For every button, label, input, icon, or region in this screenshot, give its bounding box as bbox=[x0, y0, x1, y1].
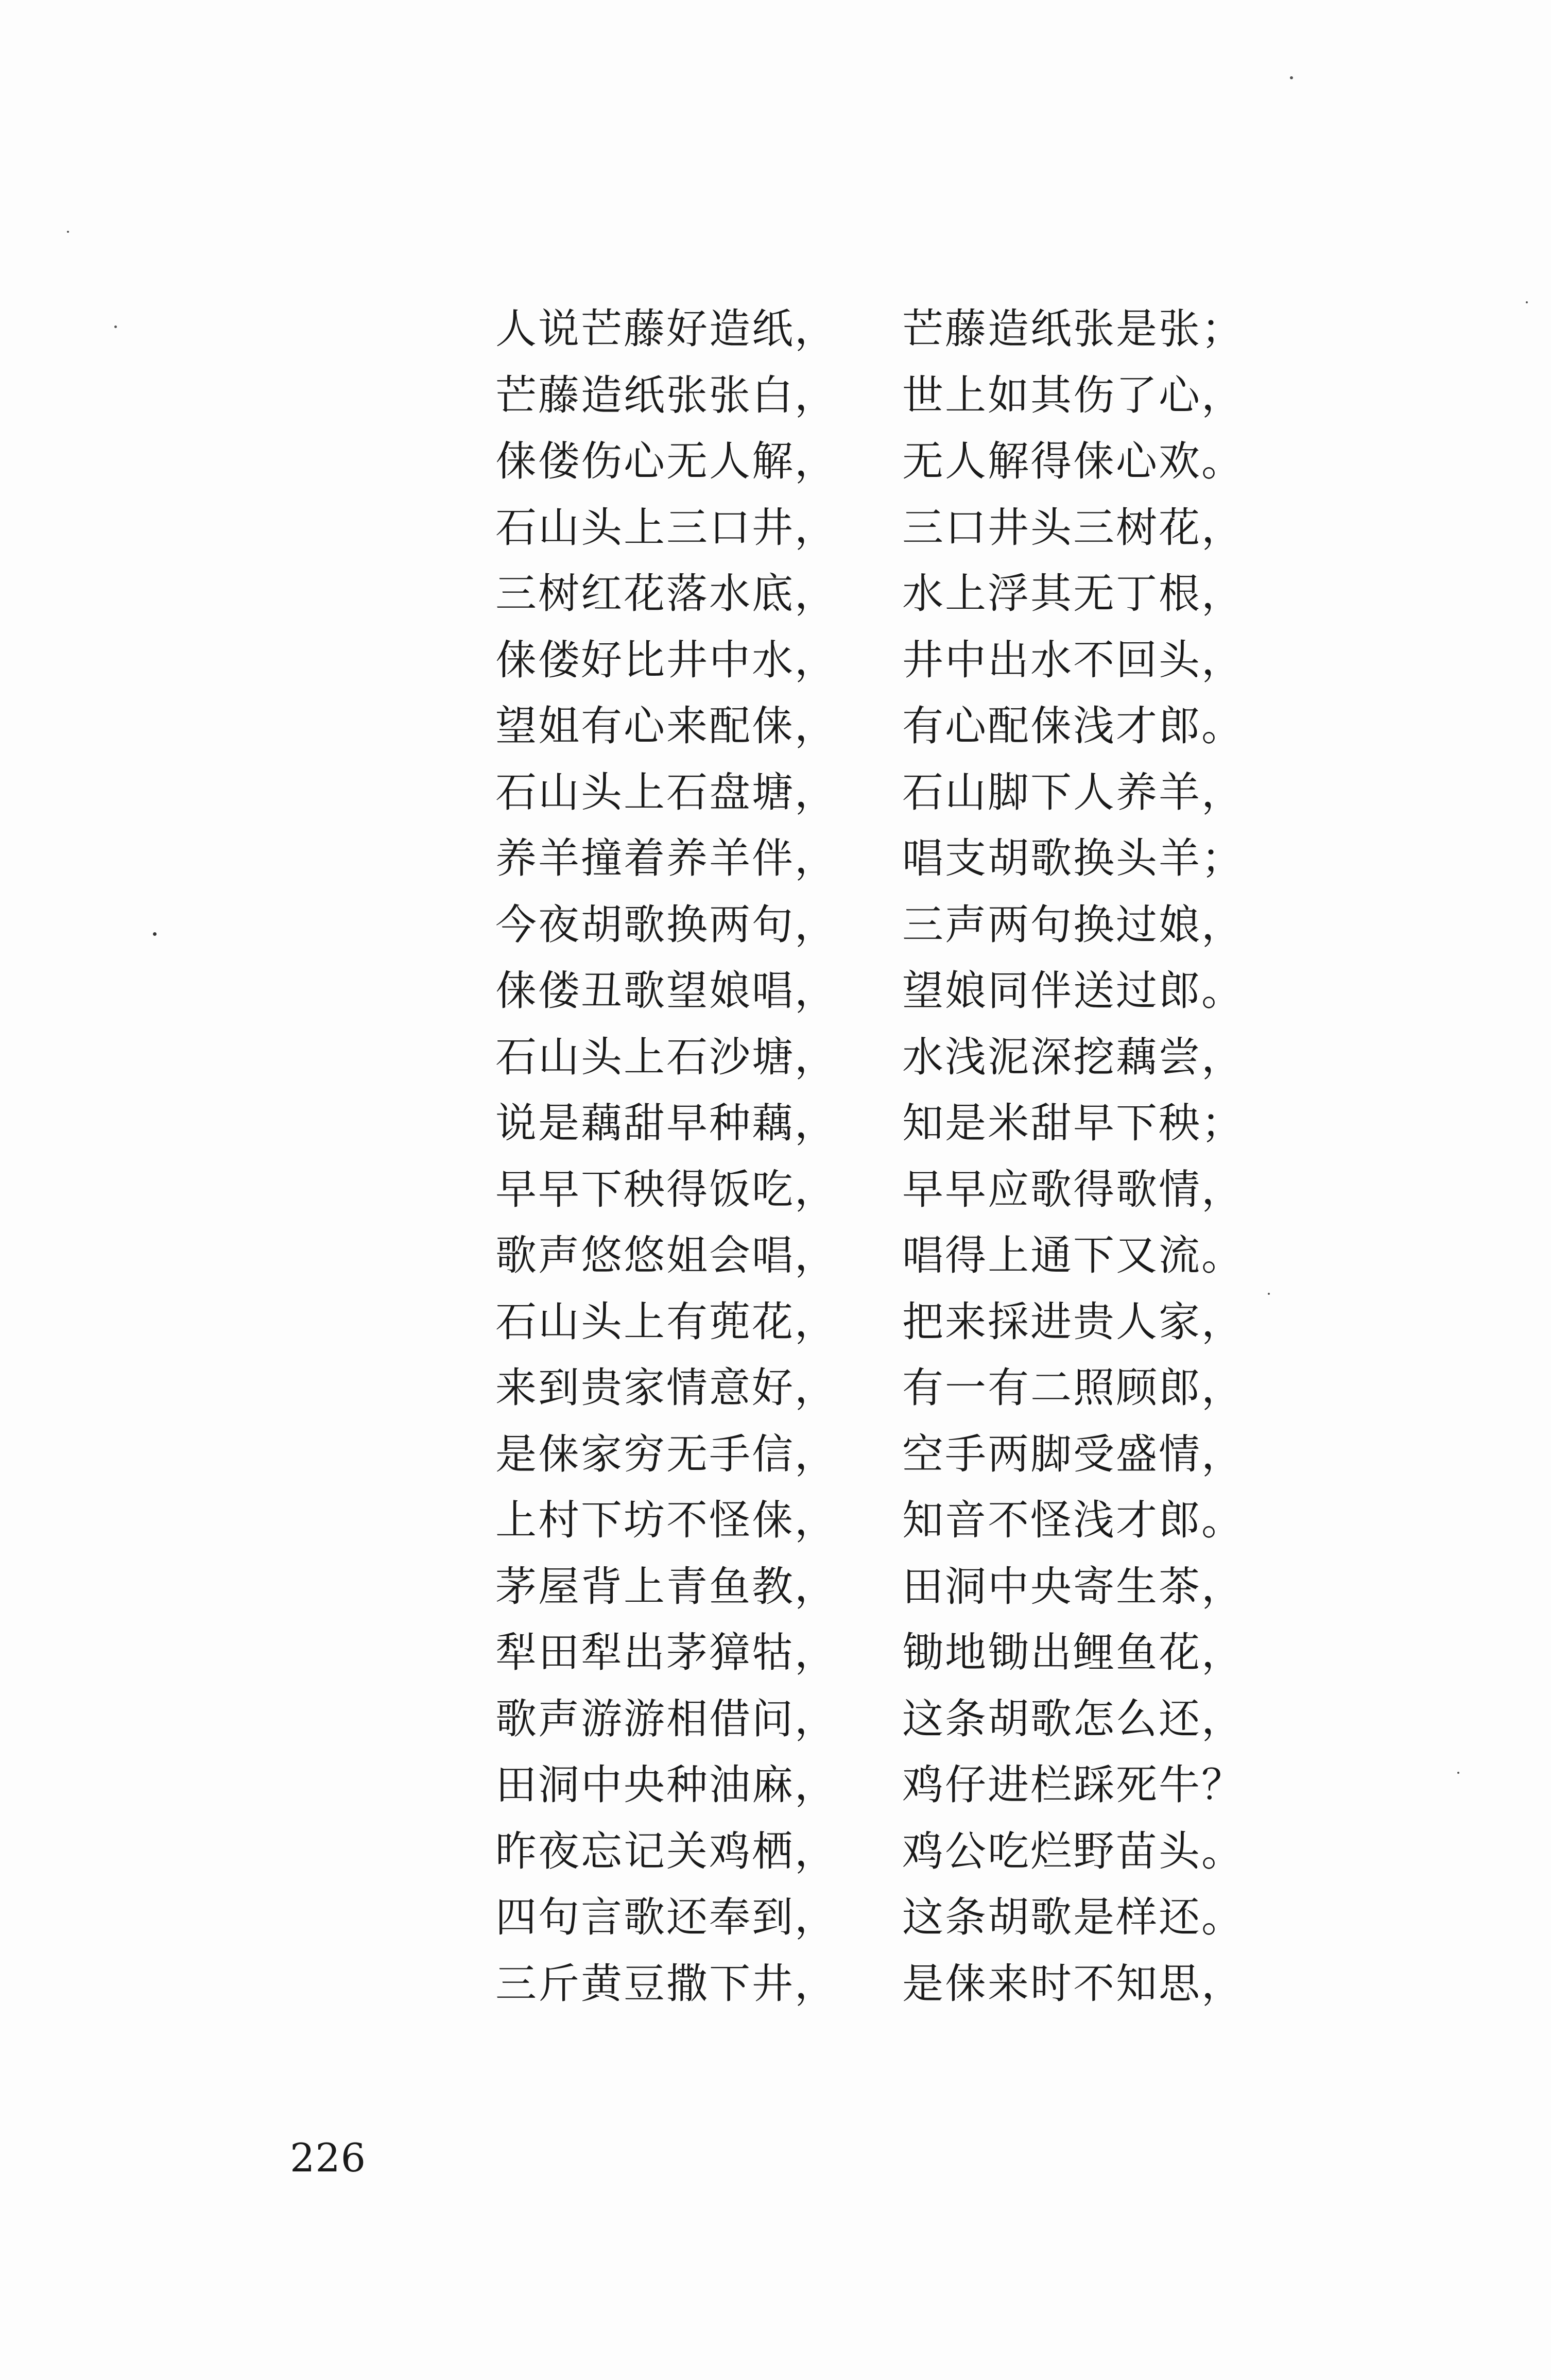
line-second-half: 有心配俫浅才郎。 bbox=[902, 702, 1244, 750]
line-first-half: 俫偻伤心无人解， bbox=[495, 437, 837, 485]
poem-line bbox=[495, 627, 1242, 694]
line-first-half: 来到贵家情意好， bbox=[495, 1364, 837, 1412]
scan-speck bbox=[1268, 1293, 1270, 1295]
line-second-half: 水上浮其无丁根， bbox=[902, 570, 1244, 618]
poem-line bbox=[495, 1752, 1242, 1819]
line-second-half: 无人解得俫心欢。 bbox=[902, 437, 1244, 485]
poem-line bbox=[495, 296, 1242, 363]
page-number: 226 bbox=[290, 2135, 367, 2181]
poem-line bbox=[495, 958, 1242, 1024]
scan-speck bbox=[114, 326, 117, 328]
line-first-half: 三树红花落水底， bbox=[495, 570, 837, 618]
line-first-half: 人说芒藤好造纸， bbox=[495, 305, 837, 353]
poem-line bbox=[495, 1157, 1242, 1223]
line-second-half: 田洞中央寄生茶， bbox=[902, 1562, 1244, 1611]
poem-line bbox=[495, 561, 1242, 627]
line-first-half: 养羊撞着养羊伴， bbox=[495, 834, 837, 882]
line-second-half: 三口井头三树花， bbox=[902, 503, 1244, 552]
poem-line bbox=[495, 1487, 1242, 1554]
poem-line bbox=[495, 1885, 1242, 1951]
poem-line bbox=[495, 1951, 1242, 2017]
line-second-half: 早早应歌得歌情， bbox=[902, 1165, 1244, 1213]
line-first-half: 芒藤造纸张张白， bbox=[495, 371, 837, 419]
scan-speck bbox=[1290, 76, 1293, 79]
line-first-half: 早早下秧得饭吃， bbox=[495, 1165, 837, 1213]
line-first-half: 石山头上有蔸花， bbox=[495, 1297, 837, 1346]
poem-text bbox=[495, 296, 1242, 2017]
poem-line bbox=[495, 693, 1242, 760]
line-first-half: 犁田犁出茅獐牯， bbox=[495, 1629, 837, 1676]
poem-line bbox=[495, 1686, 1242, 1753]
line-second-half: 空手两脚受盛情， bbox=[902, 1430, 1244, 1478]
poem-line bbox=[495, 1289, 1242, 1356]
poem-line bbox=[495, 495, 1242, 561]
poem-line bbox=[495, 1422, 1242, 1488]
line-second-half: 唱支胡歌换头羊； bbox=[902, 834, 1244, 882]
line-first-half: 四句言歌还奉到， bbox=[495, 1893, 837, 1941]
scan-speck bbox=[1526, 301, 1528, 303]
line-first-half: 歌声游游相借问， bbox=[495, 1694, 837, 1743]
poem-line bbox=[495, 892, 1242, 958]
line-second-half: 是俫来时不知思， bbox=[902, 1959, 1244, 2008]
line-first-half: 茅屋背上青鱼教， bbox=[495, 1562, 837, 1611]
line-first-half: 歌声悠悠姐会唱， bbox=[495, 1231, 837, 1279]
line-first-half: 昨夜忘记关鸡栖， bbox=[495, 1827, 837, 1875]
poem-line bbox=[495, 1620, 1242, 1686]
poem-line bbox=[495, 826, 1242, 892]
line-second-half: 芒藤造纸张是张； bbox=[902, 305, 1244, 353]
line-first-half: 上村下坊不怪俫， bbox=[495, 1496, 837, 1544]
line-first-half: 说是藕甜早种藕， bbox=[495, 1099, 837, 1147]
line-first-half: 俫偻好比井中水， bbox=[495, 636, 837, 684]
line-first-half: 田洞中央种油麻， bbox=[495, 1761, 837, 1809]
line-second-half: 这条胡歌是样还。 bbox=[902, 1893, 1244, 1941]
poem-line bbox=[495, 1819, 1242, 1885]
poem-line bbox=[495, 1223, 1242, 1289]
line-second-half: 井中出水不回头， bbox=[902, 636, 1244, 684]
scan-speck bbox=[67, 231, 69, 233]
line-second-half: 知是米甜早下秧； bbox=[902, 1099, 1244, 1147]
line-first-half: 俫偻丑歌望娘唱， bbox=[495, 967, 837, 1015]
line-second-half: 望娘同伴送过郎。 bbox=[902, 967, 1244, 1015]
line-second-half: 石山脚下人养羊， bbox=[902, 768, 1244, 816]
poem-line bbox=[495, 363, 1242, 429]
line-second-half: 这条胡歌怎么还， bbox=[902, 1694, 1244, 1743]
line-second-half: 知音不怪浅才郎。 bbox=[902, 1496, 1244, 1544]
poem-line bbox=[495, 429, 1242, 495]
line-first-half: 石山头上石沙塘， bbox=[495, 1033, 837, 1081]
line-first-half: 石山头上石盘塘， bbox=[495, 768, 837, 816]
poem-line bbox=[495, 760, 1242, 826]
line-first-half: 三斤黄豆撒下井， bbox=[495, 1959, 837, 2008]
scan-speck bbox=[153, 932, 157, 936]
scan-speck bbox=[1457, 1772, 1459, 1774]
line-first-half: 石山头上三口井， bbox=[495, 503, 837, 552]
line-first-half: 望姐有心来配俫， bbox=[495, 702, 837, 750]
poem-line bbox=[495, 1090, 1242, 1157]
line-second-half: 唱得上通下又流。 bbox=[902, 1231, 1244, 1279]
line-first-half: 是俫家穷无手信， bbox=[495, 1430, 837, 1478]
line-second-half: 水浅泥深挖藕尝， bbox=[902, 1033, 1244, 1081]
line-second-half: 鸡公吃烂野苗头。 bbox=[902, 1827, 1244, 1875]
line-second-half: 三声两句换过娘， bbox=[902, 900, 1244, 949]
poem-line bbox=[495, 1024, 1242, 1091]
line-second-half: 鸡仔进栏踩死牛？ bbox=[902, 1761, 1244, 1809]
line-second-half: 锄地锄出鲤鱼花， bbox=[902, 1629, 1244, 1676]
line-second-half: 有一有二照顾郎， bbox=[902, 1364, 1244, 1412]
line-second-half: 把来採进贵人家， bbox=[902, 1297, 1244, 1346]
line-second-half: 世上如其伤了心， bbox=[902, 371, 1244, 419]
line-first-half: 今夜胡歌换两句， bbox=[495, 900, 837, 949]
poem-line bbox=[495, 1554, 1242, 1620]
poem-line bbox=[495, 1355, 1242, 1422]
